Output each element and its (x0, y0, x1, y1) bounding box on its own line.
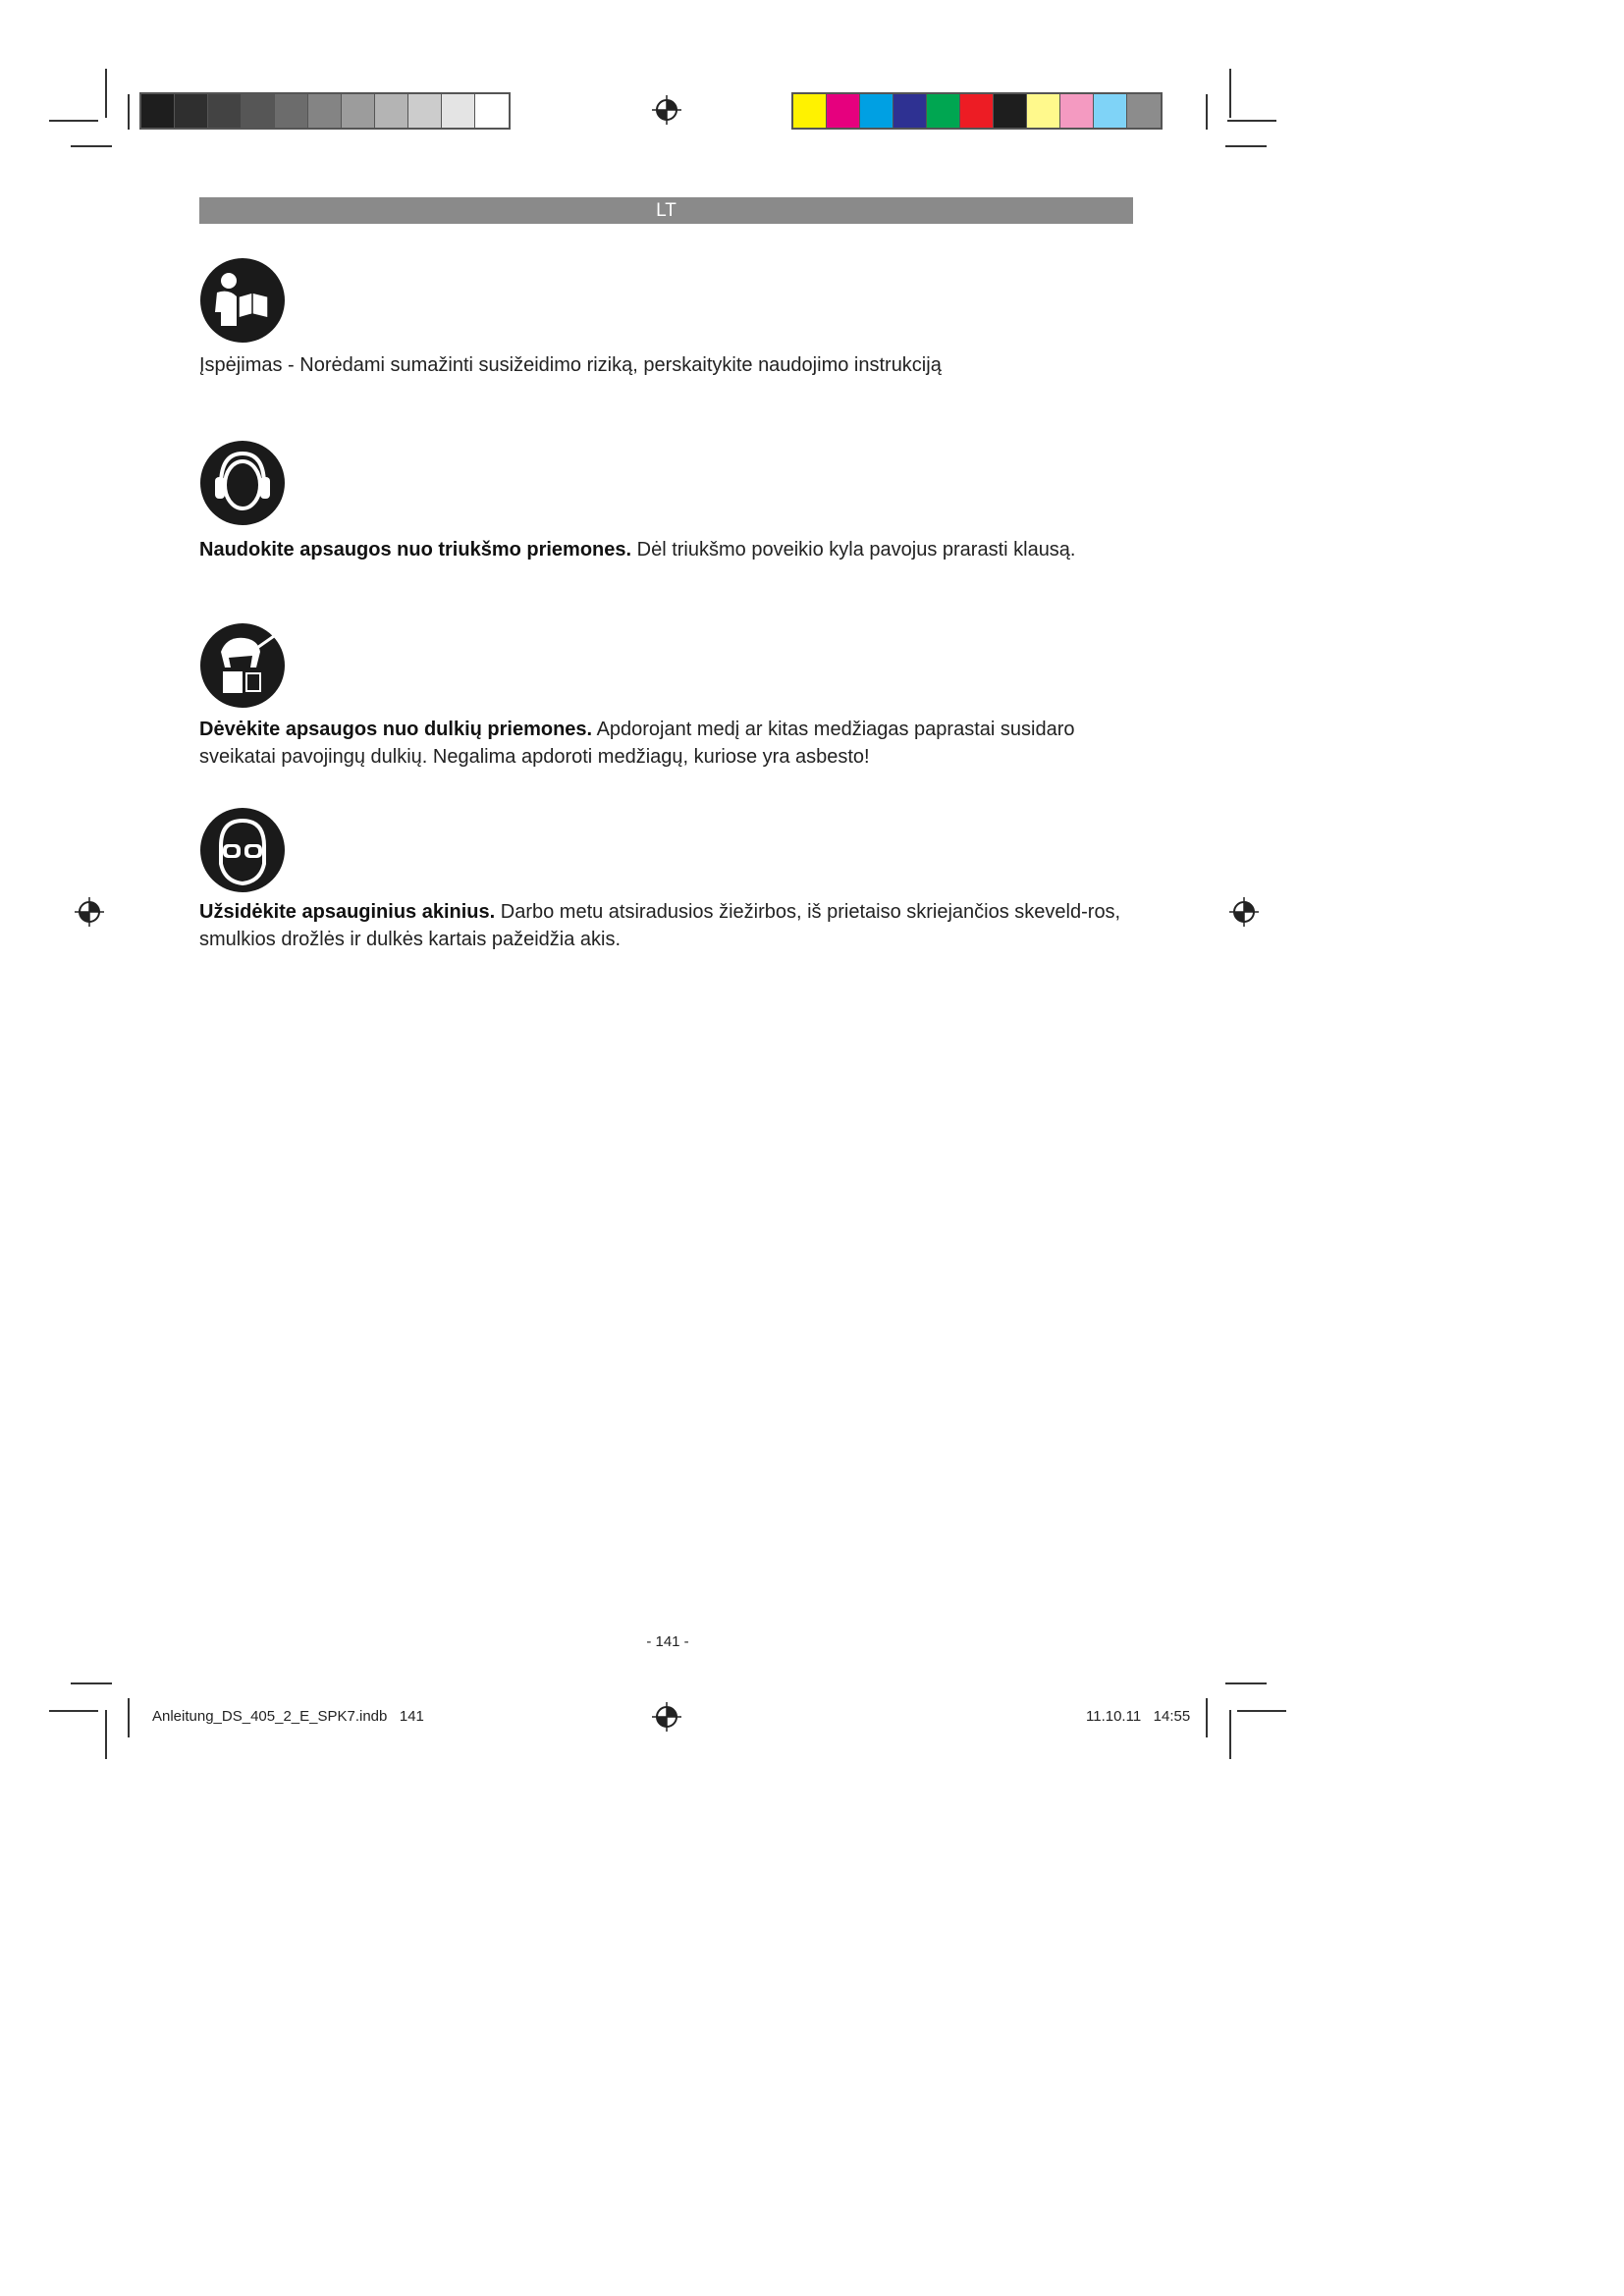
crop-mark (1225, 1682, 1267, 1684)
safety-goggles-icon (199, 807, 286, 893)
crop-mark (71, 145, 112, 147)
color-swatch (827, 94, 860, 128)
crop-mark (1225, 145, 1267, 147)
read-manual-icon (199, 257, 286, 344)
color-swatch (1060, 94, 1094, 128)
file-name-slug: Anleitung_DS_405_2_E_SPK7.indb 141 (152, 1708, 424, 1725)
color-swatch (275, 94, 308, 128)
crop-mark (1227, 120, 1276, 122)
color-swatch (141, 94, 175, 128)
crop-mark (105, 69, 107, 118)
color-swatch (308, 94, 342, 128)
color-swatch (475, 94, 509, 128)
color-swatch (375, 94, 408, 128)
language-label: LT (656, 200, 677, 221)
color-swatch (994, 94, 1027, 128)
color-swatch (860, 94, 893, 128)
crop-mark (1229, 69, 1231, 118)
crop-mark (49, 120, 98, 122)
color-swatch (1094, 94, 1127, 128)
dust-mask-icon (199, 622, 286, 709)
crop-mark (49, 1710, 98, 1712)
dust-protection-text (199, 716, 1142, 771)
color-swatch (342, 94, 375, 128)
grayscale-calibration-bar (139, 92, 511, 130)
color-swatch (960, 94, 994, 128)
crop-mark (128, 1698, 130, 1737)
warning-read-manual-text (199, 351, 1142, 379)
ear-protection-icon (199, 440, 286, 526)
section-text: Įspėjimas - Norėdami sumažinti susižeidimo riziką, perskaitykite naudojimo instrukciją (199, 354, 942, 376)
ear-protection-text (199, 536, 1142, 563)
color-swatch (208, 94, 242, 128)
section-text: Dėl triukšmo poveikio kyla pavojus prarasti klausą. (631, 539, 1076, 561)
color-swatch (408, 94, 442, 128)
crop-mark (1206, 1698, 1208, 1737)
registration-mark-icon (75, 897, 104, 927)
crop-mark (1229, 1710, 1231, 1759)
crop-mark (105, 1710, 107, 1759)
color-swatch (1027, 94, 1060, 128)
color-swatch (893, 94, 927, 128)
color-swatch (793, 94, 827, 128)
registration-mark-icon (1229, 897, 1259, 927)
timestamp-slug: 11.10.11 14:55 (1086, 1708, 1191, 1725)
color-calibration-bar (791, 92, 1163, 130)
language-header-bar (199, 197, 1133, 224)
section-heading: Naudokite apsaugos nuo triukšmo priemones. (199, 539, 632, 561)
color-swatch (175, 94, 208, 128)
section-text: Darbo metu atsiradusios žiežirbos, iš prietaiso skriejančios skeveld-ros, smulkios drožlės ir dulkės kartais pažeidžia akis. (199, 901, 1121, 950)
registration-mark-icon (652, 95, 681, 125)
crop-mark (128, 94, 130, 130)
section-text: Apdorojant medį ar kitas medžiagas paprastai susidaro sveikatai pavojingų dulkių. Negalima apdoroti medžiagų, kuriose yra asbesto! (199, 719, 1075, 768)
section-heading: Užsidėkite apsauginius akinius. (199, 901, 496, 923)
crop-mark (1206, 94, 1208, 130)
crop-mark (71, 1682, 112, 1684)
color-swatch (1127, 94, 1161, 128)
section-heading: Dėvėkite apsaugos nuo dulkių priemones. (199, 719, 593, 740)
color-swatch (927, 94, 960, 128)
color-swatch (442, 94, 475, 128)
crop-mark (1237, 1710, 1286, 1712)
page-number: - 141 - (646, 1633, 689, 1650)
goggles-text (199, 898, 1142, 953)
color-swatch (242, 94, 275, 128)
registration-mark-icon (652, 1702, 681, 1732)
